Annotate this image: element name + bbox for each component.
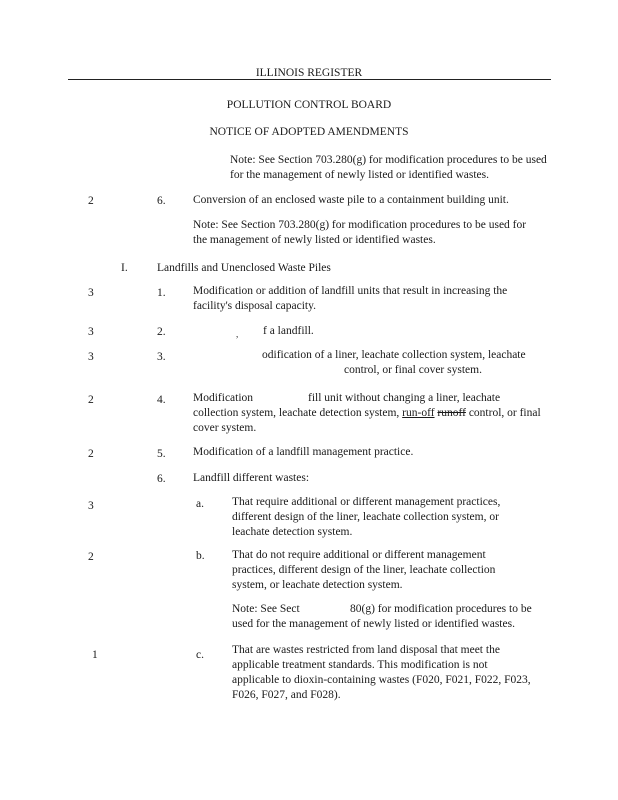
- class-label: 3: [88, 326, 94, 338]
- class-label: 2: [88, 448, 94, 460]
- class-label: 2: [88, 195, 94, 207]
- item-text-part: fill unit without changing a liner, leachate collection system, leachate detection system,: [193, 392, 501, 419]
- board-name: POLLUTION CONTROL BOARD: [226, 99, 392, 111]
- item-text-line2: control, or final cover system.: [344, 364, 482, 376]
- subitem-letter: a.: [196, 498, 204, 510]
- subitem-note: 80(g) for modification procedures to be used for the management of newly listed or identified wastes.: [232, 603, 532, 630]
- class-label: 3: [88, 500, 94, 512]
- subitem-text: That require additional or different management practices, different design of the liner, leachate collection system, or leachate detection system.: [232, 496, 501, 538]
- item-number: 6.: [157, 195, 166, 207]
- item-text-part: control, or final cover system.: [193, 407, 541, 434]
- class-label: 2: [88, 394, 94, 406]
- deleted-text: runoff: [437, 407, 466, 419]
- item-number: 6.: [157, 473, 166, 485]
- item-text: Modification or addition of landfill units that result in increasing the facility's disposal capacity.: [193, 285, 508, 312]
- subitem-letter: b.: [196, 550, 205, 562]
- class-label: 1: [92, 649, 98, 661]
- item-text: Conversion of an enclosed waste pile to a containment building unit.: [193, 194, 509, 206]
- item-note: Note: See Section 703.280(g) for modification procedures to be used for the management of newly listed or identified wastes.: [193, 219, 527, 246]
- register-title: ILLINOIS REGISTER: [255, 67, 363, 79]
- section-title: Landfills and Unenclosed Waste Piles: [157, 262, 331, 274]
- item-number: 4.: [157, 394, 166, 406]
- subitem-text: That are wastes restricted from land disposal that meet the applicable treatment standards. This modification is not applicable to dioxin-containing wastes (F020, F021, F022, F023, F026, F027, and F028).: [232, 644, 531, 701]
- redaction-mark: ,: [236, 329, 239, 339]
- class-label: 2: [88, 551, 94, 563]
- section-label: I.: [121, 262, 128, 274]
- subitem-letter: c.: [196, 649, 204, 661]
- item-text-start: Modification: [193, 392, 254, 404]
- item-text: [193, 391, 543, 436]
- item-number: 1.: [157, 287, 166, 299]
- item-text: f a landfill.: [263, 325, 314, 337]
- note-top: Note: See Section 703.280(g) for modification procedures to be used for the management of newly listed or identified wastes.: [230, 154, 547, 181]
- class-label: 3: [88, 287, 94, 299]
- item-number: 2.: [157, 326, 166, 338]
- item-number: 3.: [157, 351, 166, 363]
- item-text: Modification of a landfill management practice.: [193, 446, 414, 458]
- item-text-line1: odification of a liner, leachate collection system, leachate: [262, 349, 526, 361]
- item-text: Landfill different wastes:: [193, 472, 310, 484]
- subitem-note-start: Note: See Sect: [232, 603, 300, 615]
- inserted-text: run-off: [402, 407, 435, 419]
- header-rule: [68, 79, 551, 80]
- item-number: 5.: [157, 448, 166, 460]
- subitem-text: That do not require additional or different management practices, different design of the liner, leachate collection system, or leachate detection system.: [232, 549, 496, 591]
- notice-title: NOTICE OF ADOPTED AMENDMENTS: [209, 126, 409, 138]
- class-label: 3: [88, 351, 94, 363]
